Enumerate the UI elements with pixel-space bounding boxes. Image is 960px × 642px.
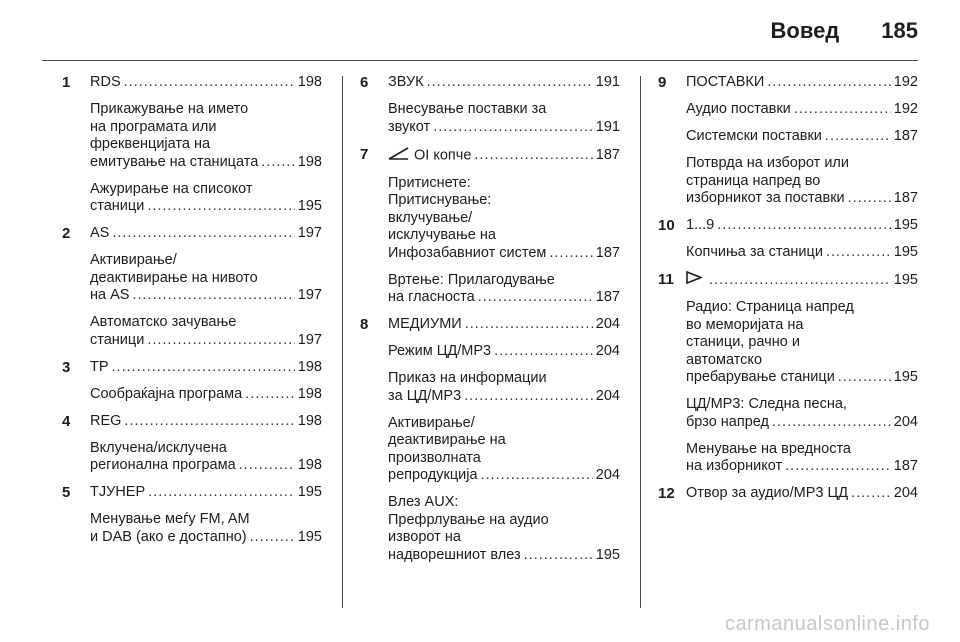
index-entry (62, 74, 322, 92)
entry-number: 4 (62, 412, 71, 430)
page-reference: 197 (297, 225, 322, 241)
page-reference: 198 (297, 153, 322, 170)
page-reference: 195 (297, 484, 322, 500)
index-entry (62, 440, 322, 475)
index-entry (658, 441, 918, 476)
entry-text-line: страница напред во (686, 172, 821, 189)
entry-leader-line (686, 369, 918, 387)
entry-text-line: деактивирање на (388, 432, 506, 448)
page-reference: 187 (893, 458, 918, 475)
index-entry (62, 252, 322, 305)
entry-leader-line (90, 74, 322, 92)
index-entry (62, 101, 322, 171)
entry-leader-line (388, 245, 620, 263)
dot-leader (112, 225, 294, 243)
page-reference: 198 (297, 457, 322, 473)
entry-label: Аудио поставки (686, 101, 791, 117)
dot-leader (245, 386, 295, 404)
entry-number: 9 (658, 74, 667, 91)
entry-number: 8 (360, 316, 369, 333)
page-reference: 198 (297, 412, 322, 429)
index-entry (360, 146, 620, 166)
entry-text-line: Внесување поставки за (388, 101, 547, 117)
page-reference: 195 (893, 217, 918, 233)
index-entry (360, 74, 620, 92)
index-entry (658, 101, 918, 119)
index-entry (360, 370, 620, 405)
dot-leader (112, 359, 295, 377)
entry-text-line: изворот на (388, 529, 461, 545)
dot-leader (148, 484, 295, 502)
dot-leader (785, 458, 891, 476)
page-reference: 204 (595, 316, 620, 332)
index-entry (360, 101, 620, 136)
entry-number: 1 (62, 74, 71, 91)
entry-text-line: произволната (388, 449, 481, 466)
column-1 (62, 74, 322, 556)
entry-label: станици (90, 331, 145, 348)
page-reference: 187 (893, 190, 918, 206)
entry-label: ПОСТАВКИ (686, 74, 765, 90)
dot-leader (848, 190, 891, 208)
index-entry (360, 316, 620, 334)
entry-label: регионална програма (90, 457, 236, 473)
index-entry (62, 359, 322, 377)
entry-text-line: исклучување на (388, 227, 496, 243)
page-reference: 197 (297, 287, 322, 303)
dot-leader (478, 289, 593, 307)
entry-leader-line (90, 287, 322, 305)
page-reference: 191 (595, 118, 620, 135)
dot-leader (709, 272, 891, 290)
entry-label: Сообраќајна програма (90, 385, 243, 402)
entry-label: изборникот за поставки (686, 190, 845, 206)
column-3 (658, 74, 918, 512)
dot-leader (851, 485, 891, 503)
index-entry (658, 155, 918, 208)
entry-label: емитување на станицата (90, 153, 259, 170)
index-entry (62, 181, 322, 216)
entry-leader-line (90, 386, 322, 404)
page-reference: 204 (893, 485, 918, 502)
page-reference: 187 (595, 244, 620, 261)
entry-leader-line (686, 271, 918, 290)
entry-leader-line (686, 414, 918, 432)
page-reference: 195 (893, 272, 918, 289)
entry-leader-line (388, 146, 620, 166)
page-reference: 198 (297, 74, 322, 90)
entry-label: REG (90, 412, 122, 429)
page-reference: 195 (595, 546, 620, 563)
index-entry (658, 299, 918, 387)
entry-text-line: Потврда на изборот или (686, 155, 849, 171)
entry-leader-line (388, 289, 620, 307)
entry-leader-line (90, 225, 322, 243)
entry-leader-line (388, 343, 620, 361)
page-reference: 195 (297, 198, 322, 214)
page-reference: 192 (893, 101, 918, 117)
index-entry (658, 271, 918, 290)
entry-text-line: во меморијата на (686, 316, 804, 333)
dot-leader (838, 369, 891, 387)
entry-label: на гласноста (388, 289, 475, 305)
entry-number: 6 (360, 74, 369, 91)
entry-label: станици (90, 198, 145, 214)
entry-label: за ЦД/MP3 (388, 387, 462, 404)
entry-text-line: Влез AUX: (388, 494, 459, 510)
entry-label: МЕДИУМИ (388, 316, 462, 332)
entry-text-line: Вклучена/исклучена (90, 439, 227, 456)
entry-text-line: на програмата или (90, 118, 217, 135)
entry-leader-line (90, 154, 322, 172)
entry-label: TP (90, 358, 109, 375)
entry-leader-line (686, 74, 918, 92)
watermark: carmanualsonline.info (724, 613, 930, 635)
entry-text-line: Автоматско зачување (90, 314, 237, 330)
dot-leader (465, 316, 593, 334)
dot-leader (261, 154, 295, 172)
entry-leader-line (388, 388, 620, 406)
entry-leader-line (388, 74, 620, 92)
index-entry (62, 484, 322, 502)
index-entry (360, 494, 620, 564)
page-reference: 204 (595, 387, 620, 404)
entry-leader-line (388, 467, 620, 485)
page-reference: 197 (297, 331, 322, 348)
entry-text-line: ЦД/MP3: Следна песна, (686, 396, 847, 413)
entry-label: брзо напред (686, 413, 769, 430)
entry-text-line: Приказ на информации (388, 370, 547, 386)
entry-label: Системски поставки (686, 128, 822, 144)
entry-label: ЗВУК (388, 74, 424, 90)
entry-text-line: Активирање/ (388, 414, 475, 431)
entry-leader-line (90, 413, 322, 431)
page-reference: 204 (893, 413, 918, 430)
entry-text-line: Притиснување: (388, 192, 492, 208)
page-title: Вовед (770, 18, 840, 43)
dot-leader (147, 198, 294, 216)
dot-leader (250, 529, 295, 547)
entry-leader-line (686, 190, 918, 208)
entry-leader-line (686, 217, 918, 235)
index-entry (62, 225, 322, 243)
page-reference: 204 (595, 343, 620, 359)
page-reference: 195 (893, 369, 918, 386)
entry-text-line: фреквенцијата на (90, 136, 211, 152)
entry-leader-line (686, 128, 918, 146)
entry-leader-line (90, 484, 322, 502)
entry-label: 1...9 (686, 217, 715, 233)
page-reference: 204 (595, 467, 620, 483)
entry-text-line: Радио: Страница напред (686, 299, 854, 316)
entry-number: 12 (658, 485, 675, 503)
dot-leader (433, 119, 593, 137)
index-entry (360, 415, 620, 485)
dot-leader (772, 414, 891, 432)
entry-number: 10 (658, 217, 675, 234)
entry-text-line: вклучување/ (388, 209, 473, 226)
entry-label: на AS (90, 287, 130, 303)
entry-number: 7 (360, 145, 369, 163)
index-entry (658, 396, 918, 431)
entry-label: Инфозабавниот систем (388, 244, 547, 261)
dot-leader (147, 332, 294, 350)
page-number: 185 (881, 18, 918, 43)
entry-text-line: Менување на вредноста (686, 440, 851, 457)
page-header (771, 18, 918, 44)
entry-label: надворешниот влез (388, 546, 521, 563)
entry-text-line: Вртење: Прилагодување (388, 271, 555, 288)
entry-text-line: Прикажување на името (90, 101, 249, 117)
index-entry (360, 175, 620, 263)
entry-label: AS (90, 225, 110, 241)
page-reference: 195 (297, 528, 322, 545)
entry-leader-line (90, 457, 322, 475)
page-reference: 187 (595, 147, 620, 164)
entry-leader-line (686, 458, 918, 476)
column-divider (640, 76, 641, 608)
page-reference: 187 (595, 289, 620, 305)
index-entry (658, 244, 918, 262)
entry-leader-line (90, 359, 322, 377)
dot-leader (826, 244, 891, 262)
dot-leader (239, 457, 295, 475)
dot-leader (124, 74, 295, 92)
entry-label: Копчиња за станици (686, 244, 823, 260)
entry-leader-line (686, 485, 918, 503)
dot-leader (767, 74, 891, 92)
dot-leader (825, 128, 891, 146)
entry-leader-line (686, 101, 918, 119)
page-reference: 198 (297, 385, 322, 402)
entry-text-line: Префрлување на аудио (388, 511, 549, 528)
entry-number: 11 (658, 271, 674, 288)
page-reference: 187 (893, 128, 918, 144)
dot-leader (717, 217, 891, 235)
dot-leader (794, 101, 891, 119)
dot-leader (549, 245, 592, 263)
entry-label: пребарување станици (686, 369, 835, 386)
entry-label: ТЈУНЕР (90, 484, 146, 500)
entry-leader-line (388, 547, 620, 565)
entry-number: 2 (62, 225, 71, 242)
index-entry (658, 128, 918, 146)
dot-leader (494, 343, 593, 361)
entry-label: OI копче (414, 147, 472, 164)
next-triangle-icon (686, 271, 702, 290)
entry-leader-line (90, 332, 322, 350)
entry-label: на изборникот (686, 458, 783, 475)
entry-text-line: Притиснете: (388, 174, 471, 191)
entry-text-line: Ажурирање на списокот (90, 180, 253, 197)
column-2 (360, 74, 620, 574)
dot-leader (124, 413, 294, 431)
index-entry (360, 343, 620, 361)
dot-leader (524, 547, 593, 565)
entry-text-line: Менување меѓу FM, AM (90, 511, 250, 527)
entry-text-line: автоматско (686, 351, 763, 368)
dot-leader (474, 147, 592, 165)
page-reference: 192 (893, 74, 918, 90)
entry-leader-line (686, 244, 918, 262)
index-entry (62, 314, 322, 349)
entry-label: Отвор за аудио/MP3 ЦД (686, 485, 849, 502)
entry-number: 5 (62, 484, 71, 501)
dot-leader (427, 74, 593, 92)
entry-leader-line (388, 316, 620, 334)
entry-leader-line (90, 198, 322, 216)
entry-leader-line (90, 529, 322, 547)
index-entry (658, 74, 918, 92)
entry-leader-line (388, 119, 620, 137)
entry-label: RDS (90, 74, 121, 90)
entry-number: 3 (62, 358, 71, 376)
page-reference: 195 (893, 244, 918, 260)
index-entry (62, 511, 322, 546)
entry-text-line: деактивирање на нивото (90, 269, 258, 286)
index-entry (360, 272, 620, 307)
entry-text-line: станици, рачно и (686, 334, 800, 351)
page-reference: 198 (297, 358, 322, 375)
column-divider (342, 76, 343, 608)
entry-text-line: Активирање/ (90, 252, 177, 268)
header-rule (42, 60, 918, 61)
dot-leader (481, 467, 593, 485)
entry-label: звукот (388, 118, 431, 135)
entry-label: и DAB (ако е достапно) (90, 528, 247, 545)
dot-leader (132, 287, 294, 305)
index-entry (62, 386, 322, 404)
index-entry (658, 485, 918, 503)
dot-leader (464, 388, 593, 406)
entry-label: Режим ЦД/MP3 (388, 343, 492, 359)
power-knob-icon (388, 146, 410, 166)
index-entry (62, 413, 322, 431)
entry-label: репродукција (388, 467, 478, 483)
index-entry (658, 217, 918, 235)
page-reference: 191 (595, 74, 620, 90)
